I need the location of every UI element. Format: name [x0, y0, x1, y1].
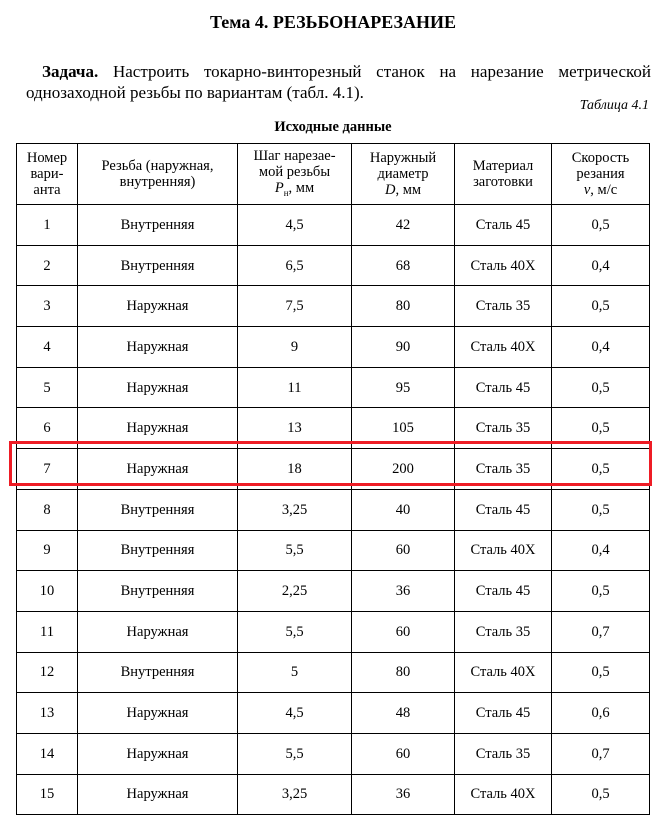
table-row — [17, 449, 650, 490]
cell-thread: Внутренняя — [78, 530, 238, 571]
cell-n: 1 — [17, 205, 78, 246]
cell-material: Сталь 45 — [455, 571, 552, 612]
table-row — [17, 530, 650, 571]
cell-speed: 0,4 — [552, 530, 650, 571]
cell-diameter: 80 — [352, 652, 455, 693]
table-row — [17, 611, 650, 652]
table-row — [17, 286, 650, 327]
cell-n: 12 — [17, 652, 78, 693]
cell-diameter: 95 — [352, 367, 455, 408]
cell-thread: Наружная — [78, 693, 238, 734]
cell-pitch: 4,5 — [238, 693, 352, 734]
cell-pitch: 5,5 — [238, 733, 352, 774]
cell-thread: Наружная — [78, 733, 238, 774]
cell-pitch: 5 — [238, 652, 352, 693]
cell-diameter: 60 — [352, 611, 455, 652]
header-pitch: Шаг нарезае- мой резьбы $P_н$, мм — [238, 144, 352, 205]
cell-n: 10 — [17, 571, 78, 612]
cell-pitch: 7,5 — [238, 286, 352, 327]
cell-pitch: 18 — [238, 449, 352, 490]
cell-thread: Наружная — [78, 611, 238, 652]
cell-speed: 0,7 — [552, 733, 650, 774]
table-row — [17, 733, 650, 774]
cell-diameter: 68 — [352, 245, 455, 286]
cell-diameter: 40 — [352, 489, 455, 530]
cell-n: 14 — [17, 733, 78, 774]
cell-diameter: 80 — [352, 286, 455, 327]
task-text: Настроить токарно-винторезный станок на нарезание метрической однозаходной резьбы по вариантам (табл. 4.1). — [26, 62, 652, 102]
cell-material: Сталь 45 — [455, 367, 552, 408]
table-row — [17, 408, 650, 449]
cell-speed: 0,5 — [552, 774, 650, 815]
task-label: Задача. — [42, 62, 99, 81]
cell-speed: 0,5 — [552, 205, 650, 246]
cell-speed: 0,5 — [552, 286, 650, 327]
cell-pitch: 13 — [238, 408, 352, 449]
cell-material: Сталь 35 — [455, 286, 552, 327]
cell-diameter: 105 — [352, 408, 455, 449]
cell-material: Сталь 35 — [455, 611, 552, 652]
cell-thread: Наружная — [78, 449, 238, 490]
cell-n: 6 — [17, 408, 78, 449]
cell-pitch: 4,5 — [238, 205, 352, 246]
cell-thread: Внутренняя — [78, 652, 238, 693]
cell-n: 13 — [17, 693, 78, 734]
cell-thread: Наружная — [78, 327, 238, 368]
cell-thread: Наружная — [78, 367, 238, 408]
cell-thread: Внутренняя — [78, 489, 238, 530]
cell-material: Сталь 40Х — [455, 774, 552, 815]
table-row — [17, 205, 650, 246]
cell-n: 4 — [17, 327, 78, 368]
header-diameter: Наружный диаметр D, мм — [352, 144, 455, 205]
cell-n: 8 — [17, 489, 78, 530]
header-variant: Номер вари- анта — [17, 144, 78, 205]
cell-pitch: 6,5 — [238, 245, 352, 286]
cell-n: 7 — [17, 449, 78, 490]
cell-speed: 0,7 — [552, 611, 650, 652]
cell-thread: Внутренняя — [78, 245, 238, 286]
cell-n: 3 — [17, 286, 78, 327]
table-row — [17, 652, 650, 693]
cell-diameter: 36 — [352, 571, 455, 612]
cell-thread: Внутренняя — [78, 571, 238, 612]
cell-material: Сталь 35 — [455, 733, 552, 774]
cell-pitch: 2,25 — [238, 571, 352, 612]
cell-speed: 0,6 — [552, 693, 650, 734]
cell-pitch: 5,5 — [238, 530, 352, 571]
cell-speed: 0,5 — [552, 489, 650, 530]
cell-diameter: 60 — [352, 530, 455, 571]
table-row — [17, 327, 650, 368]
cell-n: 5 — [17, 367, 78, 408]
table-row — [17, 693, 650, 734]
table-row — [17, 571, 650, 612]
page-title: Тема 4. РЕЗЬБОНАРЕЗАНИЕ — [209, 12, 457, 32]
cell-material: Сталь 45 — [455, 205, 552, 246]
cell-n: 15 — [17, 774, 78, 815]
cell-pitch: 11 — [238, 367, 352, 408]
cell-thread: Наружная — [78, 286, 238, 327]
cell-diameter: 60 — [352, 733, 455, 774]
cell-pitch: 3,25 — [238, 774, 352, 815]
header-speed: Скорость резания v, м/с — [552, 144, 650, 205]
cell-thread: Внутренняя — [78, 205, 238, 246]
header-material: Материал заготовки — [455, 144, 552, 205]
table-row — [17, 489, 650, 530]
table-row — [17, 774, 650, 815]
cell-speed: 0,4 — [552, 245, 650, 286]
cell-speed: 0,5 — [552, 408, 650, 449]
table-row — [17, 367, 650, 408]
cell-pitch: 9 — [238, 327, 352, 368]
cell-speed: 0,5 — [552, 652, 650, 693]
cell-diameter: 90 — [352, 327, 455, 368]
task-paragraph — [26, 61, 651, 103]
cell-material: Сталь 40Х — [455, 652, 552, 693]
cell-material: Сталь 40Х — [455, 327, 552, 368]
cell-speed: 0,4 — [552, 327, 650, 368]
cell-material: Сталь 35 — [455, 449, 552, 490]
cell-n: 11 — [17, 611, 78, 652]
cell-pitch: 3,25 — [238, 489, 352, 530]
cell-speed: 0,5 — [552, 449, 650, 490]
cell-n: 2 — [17, 245, 78, 286]
cell-material: Сталь 45 — [455, 693, 552, 734]
table-caption: Исходные данные — [274, 119, 392, 135]
table-header-row — [17, 144, 650, 205]
cell-speed: 0,5 — [552, 571, 650, 612]
cell-n: 9 — [17, 530, 78, 571]
cell-diameter: 42 — [352, 205, 455, 246]
cell-diameter: 48 — [352, 693, 455, 734]
cell-material: Сталь 45 — [455, 489, 552, 530]
cell-pitch: 5,5 — [238, 611, 352, 652]
cell-diameter: 36 — [352, 774, 455, 815]
cell-diameter: 200 — [352, 449, 455, 490]
cell-material: Сталь 40Х — [455, 245, 552, 286]
cell-thread: Наружная — [78, 408, 238, 449]
header-thread: Резьба (наружная, внутренняя) — [78, 144, 238, 205]
cell-thread: Наружная — [78, 774, 238, 815]
cell-speed: 0,5 — [552, 367, 650, 408]
table-number: Таблица 4.1 — [579, 98, 649, 113]
table-row — [17, 245, 650, 286]
data-table — [16, 143, 650, 815]
cell-material: Сталь 35 — [455, 408, 552, 449]
cell-material: Сталь 40Х — [455, 530, 552, 571]
